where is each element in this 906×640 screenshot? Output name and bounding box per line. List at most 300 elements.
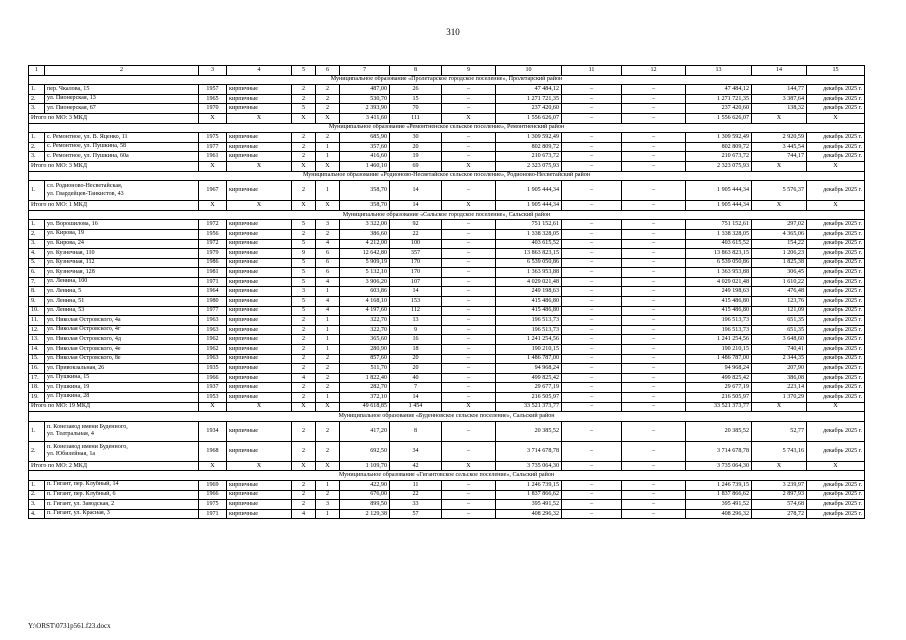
table-row — [29, 345, 865, 355]
address-line: ул. Театральная, 4 — [47, 431, 94, 438]
year-cell: 1966 — [199, 373, 227, 383]
subtotal-floors-cell: X — [292, 113, 316, 123]
year-cell: 1937 — [199, 383, 227, 393]
address-cell — [45, 500, 199, 510]
row-number-cell: 2. — [29, 229, 45, 239]
area-cell: 2 393,90 — [340, 104, 390, 114]
entrances-cell: 2 — [316, 104, 340, 114]
floors-cell: 2 — [292, 181, 316, 201]
subtotal-completion-date-cell: X — [807, 461, 865, 471]
entrances-cell: 1 — [316, 393, 340, 403]
year-cell: 1986 — [199, 258, 227, 268]
fund-cell: – — [442, 181, 496, 201]
owners-funds-cell: 1 246 739,15 — [686, 480, 752, 490]
wall-material-cell: кирпичные — [227, 287, 292, 297]
unit-cost-cell: 306,45 — [752, 268, 807, 278]
year-cell: 1979 — [199, 249, 227, 259]
subtotal-total-cost-cell: 2 323 075,93 — [496, 161, 562, 171]
subtotal-regional-budget-cell: – — [562, 113, 622, 123]
address-cell — [45, 142, 199, 152]
fund-cell: – — [442, 133, 496, 143]
regional-budget-cell: – — [562, 249, 622, 259]
address-cell — [45, 325, 199, 335]
local-budget-cell: – — [622, 133, 686, 143]
floors-cell: 2 — [292, 94, 316, 104]
year-cell: 1963 — [199, 316, 227, 326]
total-cost-cell: 29 677,19 — [496, 383, 562, 393]
subtotal-wall-material-cell: X — [227, 201, 292, 211]
completion-date-cell: декабрь 2025 г. — [807, 335, 865, 345]
subtotal-year-cell: X — [199, 161, 227, 171]
wall-material-cell: кирпичные — [227, 500, 292, 510]
row-number-cell: 3. — [29, 500, 45, 510]
owners-funds-cell: 249 198,63 — [686, 287, 752, 297]
area-cell: 12 642,80 — [340, 249, 390, 259]
regional-budget-cell: – — [562, 316, 622, 326]
total-cost-cell: 1 363 953,88 — [496, 268, 562, 278]
table-row — [29, 94, 865, 104]
column-number: 9 — [442, 66, 496, 76]
owners-funds-cell: 210 673,72 — [686, 152, 752, 162]
subtotal-residents-cell: 111 — [390, 113, 442, 123]
wall-material-cell: кирпичные — [227, 364, 292, 374]
local-budget-cell: – — [622, 354, 686, 364]
column-number: 12 — [622, 66, 686, 76]
wall-material-cell: кирпичные — [227, 335, 292, 345]
subtotal-residents-cell: 69 — [390, 161, 442, 171]
total-cost-cell: 1 241 254,56 — [496, 335, 562, 345]
address-line: ул. Ленина, 100 — [47, 278, 88, 285]
table-row — [29, 306, 865, 316]
row-number-cell: 13. — [29, 335, 45, 345]
row-number-cell: 2. — [29, 94, 45, 104]
row-number-cell: 4. — [29, 509, 45, 519]
address-line: ул. Привокзальная, 26 — [47, 364, 105, 371]
year-cell: 1953 — [199, 393, 227, 403]
unit-cost-cell: 3 648,60 — [752, 335, 807, 345]
subtotal-local-budget-cell: – — [622, 402, 686, 412]
floors-cell: 2 — [292, 393, 316, 403]
local-budget-cell: – — [622, 364, 686, 374]
wall-material-cell: кирпичные — [227, 249, 292, 259]
entrances-cell: 1 — [316, 325, 340, 335]
fund-cell: – — [442, 364, 496, 374]
floors-cell: 2 — [292, 316, 316, 326]
column-number: 11 — [562, 66, 622, 76]
subtotal-total-cost-cell: 1 905 444,34 — [496, 201, 562, 211]
municipality-title: Муниципальное образование «Родионово-Несветайское сельское поселение», Родионово-Несветайский район — [29, 171, 865, 181]
address-cell — [45, 220, 199, 230]
local-budget-cell: – — [622, 441, 686, 461]
local-budget-cell: – — [622, 500, 686, 510]
regional-budget-cell: – — [562, 297, 622, 307]
unit-cost-cell: 740,41 — [752, 345, 807, 355]
entrances-cell: 2 — [316, 383, 340, 393]
subtotal-label: Итого по МО: 2 МКД — [29, 461, 199, 471]
table-row — [29, 480, 865, 490]
area-cell: 2 129,38 — [340, 509, 390, 519]
subtotal-year-cell: X — [199, 402, 227, 412]
subtotal-entrances-cell: X — [316, 201, 340, 211]
wall-material-cell: кирпичные — [227, 316, 292, 326]
area-cell: 5 909,19 — [340, 258, 390, 268]
address-line: ул. Ленина, 53 — [47, 307, 85, 314]
subtotal-floors-cell: X — [292, 461, 316, 471]
area-cell: 603,86 — [340, 287, 390, 297]
subtotal-owners-funds-cell: 1 905 444,34 — [686, 201, 752, 211]
regional-budget-cell: – — [562, 268, 622, 278]
regional-budget-cell: – — [562, 104, 622, 114]
subtotal-owners-funds-cell: 33 521 373,77 — [686, 402, 752, 412]
local-budget-cell: – — [622, 393, 686, 403]
local-budget-cell: – — [622, 249, 686, 259]
address-line: п. Гигант, ул. Заводская, 2 — [47, 500, 115, 507]
entrances-cell: 1 — [316, 335, 340, 345]
address-line: ул. Кирова, 24 — [47, 239, 84, 246]
address-line: ул. Пионерская, 13 — [47, 95, 96, 102]
area-cell: 3 906,20 — [340, 277, 390, 287]
floors-cell: 5 — [292, 239, 316, 249]
residents-cell: 107 — [390, 277, 442, 287]
subtotal-unit-cost-cell: X — [752, 201, 807, 211]
total-cost-cell: 249 198,63 — [496, 287, 562, 297]
year-cell: 1966 — [199, 490, 227, 500]
address-line: ул. Николая Островского, 4е — [47, 345, 121, 352]
floors-cell: 4 — [292, 373, 316, 383]
unit-cost-cell: 3 387,64 — [752, 94, 807, 104]
address-cell — [45, 239, 199, 249]
local-budget-cell: – — [622, 268, 686, 278]
residents-cell: 8 — [390, 421, 442, 441]
owners-funds-cell: 196 513,73 — [686, 316, 752, 326]
year-cell: 1961 — [199, 152, 227, 162]
address-line: ул. Кузнечная, 112 — [47, 259, 95, 266]
local-budget-cell: – — [622, 421, 686, 441]
local-budget-cell: – — [622, 316, 686, 326]
unit-cost-cell: 207,90 — [752, 364, 807, 374]
floors-cell: 2 — [292, 85, 316, 95]
municipality-title: Муниципальное образование «Гигантовское сельское поселение», Сальский район — [29, 471, 865, 481]
owners-funds-cell: 1 837 866,62 — [686, 490, 752, 500]
row-number-cell: 1. — [29, 480, 45, 490]
address-line: ул. Кирова, 19 — [47, 230, 84, 237]
year-cell: 1981 — [199, 268, 227, 278]
table-row — [29, 364, 865, 374]
owners-funds-cell: 196 513,73 — [686, 325, 752, 335]
address-line: ул. Кузнечная, 110 — [47, 249, 95, 256]
regional-budget-cell: – — [562, 325, 622, 335]
entrances-cell: 1 — [316, 287, 340, 297]
owners-funds-cell: 751 152,61 — [686, 220, 752, 230]
address-cell — [45, 441, 199, 461]
wall-material-cell: кирпичные — [227, 142, 292, 152]
completion-date-cell: декабрь 2025 г. — [807, 354, 865, 364]
wall-material-cell: кирпичные — [227, 490, 292, 500]
year-cell: 1964 — [199, 287, 227, 297]
wall-material-cell: кирпичные — [227, 325, 292, 335]
subtotal-row — [29, 113, 865, 123]
row-number-cell: 3. — [29, 152, 45, 162]
table-row — [29, 258, 865, 268]
entrances-cell: 3 — [316, 220, 340, 230]
column-number: 1 — [29, 66, 45, 76]
total-cost-cell: 1 309 592,49 — [496, 133, 562, 143]
total-cost-cell: 1 905 444,34 — [496, 181, 562, 201]
municipality-header-row — [29, 171, 865, 181]
area-cell: 372,10 — [340, 393, 390, 403]
subtotal-year-cell: X — [199, 201, 227, 211]
fund-cell: – — [442, 229, 496, 239]
entrances-cell: 1 — [316, 480, 340, 490]
address-line: п. Гигант, ул. Красная, 3 — [47, 510, 110, 517]
floors-cell: 2 — [292, 421, 316, 441]
housing-repair-table — [28, 65, 865, 519]
regional-budget-cell: – — [562, 441, 622, 461]
subtotal-completion-date-cell: X — [807, 161, 865, 171]
municipality-title: Муниципальное образование «Буденновское сельское поселение», Сальский район — [29, 412, 865, 422]
year-cell: 1977 — [199, 142, 227, 152]
owners-funds-cell: 94 968,24 — [686, 364, 752, 374]
local-budget-cell: – — [622, 258, 686, 268]
address-cell — [45, 297, 199, 307]
owners-funds-cell: 415 486,80 — [686, 297, 752, 307]
row-number-cell: 11. — [29, 316, 45, 326]
year-cell: 1957 — [199, 85, 227, 95]
completion-date-cell: декабрь 2025 г. — [807, 480, 865, 490]
address-line: ул. Ленина, 51 — [47, 297, 85, 304]
owners-funds-cell: 3 714 678,78 — [686, 441, 752, 461]
owners-funds-cell: 408 296,32 — [686, 509, 752, 519]
completion-date-cell: декабрь 2025 г. — [807, 325, 865, 335]
subtotal-floors-cell: X — [292, 161, 316, 171]
area-cell: 358,70 — [340, 181, 390, 201]
owners-funds-cell: 216 505,97 — [686, 393, 752, 403]
area-cell: 1 822,40 — [340, 373, 390, 383]
table-row — [29, 383, 865, 393]
floors-cell: 2 — [292, 490, 316, 500]
subtotal-floors-cell: X — [292, 402, 316, 412]
entrances-cell: 2 — [316, 421, 340, 441]
completion-date-cell: декабрь 2025 г. — [807, 383, 865, 393]
total-cost-cell: 499 825,42 — [496, 373, 562, 383]
area-cell: 4 212,00 — [340, 239, 390, 249]
owners-funds-cell: 403 615,52 — [686, 239, 752, 249]
subtotal-completion-date-cell: X — [807, 201, 865, 211]
wall-material-cell: кирпичные — [227, 220, 292, 230]
unit-cost-cell: 5 576,37 — [752, 181, 807, 201]
completion-date-cell: декабрь 2025 г. — [807, 364, 865, 374]
completion-date-cell: декабрь 2025 г. — [807, 104, 865, 114]
completion-date-cell: декабрь 2025 г. — [807, 181, 865, 201]
subtotal-area-cell: 1 460,10 — [340, 161, 390, 171]
year-cell: 1972 — [199, 239, 227, 249]
completion-date-cell: декабрь 2025 г. — [807, 441, 865, 461]
residents-cell: 92 — [390, 220, 442, 230]
wall-material-cell: кирпичные — [227, 345, 292, 355]
subtotal-total-cost-cell: 33 521 373,77 — [496, 402, 562, 412]
fund-cell: – — [442, 325, 496, 335]
residents-cell: 14 — [390, 287, 442, 297]
completion-date-cell: декабрь 2025 г. — [807, 393, 865, 403]
subtotal-year-cell: X — [199, 113, 227, 123]
residents-cell: 57 — [390, 509, 442, 519]
fund-cell: – — [442, 345, 496, 355]
completion-date-cell: декабрь 2025 г. — [807, 268, 865, 278]
fund-cell: – — [442, 249, 496, 259]
owners-funds-cell: 1 363 953,88 — [686, 268, 752, 278]
address-cell — [45, 249, 199, 259]
owners-funds-cell: 1 241 254,56 — [686, 335, 752, 345]
area-cell: 416,60 — [340, 152, 390, 162]
address-cell — [45, 104, 199, 114]
regional-budget-cell: – — [562, 94, 622, 104]
owners-funds-cell: 1 905 444,34 — [686, 181, 752, 201]
floors-cell: 5 — [292, 104, 316, 114]
local-budget-cell: – — [622, 490, 686, 500]
regional-budget-cell: – — [562, 258, 622, 268]
subtotal-row — [29, 402, 865, 412]
entrances-cell: 1 — [316, 181, 340, 201]
subtotal-label: Итого по МО: 19 МКД — [29, 402, 199, 412]
completion-date-cell: декабрь 2025 г. — [807, 249, 865, 259]
unit-cost-cell: 278,72 — [752, 509, 807, 519]
address-cell — [45, 268, 199, 278]
fund-cell: – — [442, 509, 496, 519]
entrances-cell: 2 — [316, 364, 340, 374]
subtotal-residents-cell: 14 — [390, 201, 442, 211]
address-cell — [45, 364, 199, 374]
table-row — [29, 229, 865, 239]
residents-cell: 9 — [390, 325, 442, 335]
total-cost-cell: 1 338 328,05 — [496, 229, 562, 239]
municipality-header-row — [29, 471, 865, 481]
local-budget-cell: – — [622, 509, 686, 519]
address-line: с. Ремонтное, ул. Пушкина, 58 — [47, 143, 127, 150]
regional-budget-cell: – — [562, 142, 622, 152]
subtotal-local-budget-cell: – — [622, 113, 686, 123]
floors-cell: 9 — [292, 249, 316, 259]
wall-material-cell: кирпичные — [227, 133, 292, 143]
address-line: ул. Пионерская, 67 — [47, 104, 96, 111]
regional-budget-cell: – — [562, 133, 622, 143]
unit-cost-cell: 574,68 — [752, 500, 807, 510]
total-cost-cell: 395 491,52 — [496, 500, 562, 510]
regional-budget-cell: – — [562, 277, 622, 287]
residents-cell: 20 — [390, 354, 442, 364]
owners-funds-cell: 6 539 050,86 — [686, 258, 752, 268]
table-row — [29, 268, 865, 278]
unit-cost-cell: 154,22 — [752, 239, 807, 249]
subtotal-label: Итого по МО: 3 МКД — [29, 161, 199, 171]
regional-budget-cell: – — [562, 480, 622, 490]
entrances-cell: 4 — [316, 277, 340, 287]
total-cost-cell: 751 152,61 — [496, 220, 562, 230]
area-cell: 280,90 — [340, 345, 390, 355]
area-cell: 676,00 — [340, 490, 390, 500]
total-cost-cell: 3 714 678,78 — [496, 441, 562, 461]
table-row — [29, 393, 865, 403]
column-number: 5 — [292, 66, 316, 76]
fund-cell: – — [442, 258, 496, 268]
unit-cost-cell: 52,77 — [752, 421, 807, 441]
address-cell — [45, 277, 199, 287]
total-cost-cell: 210 673,72 — [496, 152, 562, 162]
local-budget-cell: – — [622, 306, 686, 316]
subtotal-unit-cost-cell: X — [752, 113, 807, 123]
entrances-cell: 4 — [316, 239, 340, 249]
year-cell: 1962 — [199, 335, 227, 345]
subtotal-unit-cost-cell: X — [752, 461, 807, 471]
unit-cost-cell: 744,17 — [752, 152, 807, 162]
wall-material-cell: кирпичные — [227, 480, 292, 490]
row-number-cell: 9. — [29, 297, 45, 307]
residents-cell: 14 — [390, 393, 442, 403]
row-number-cell: 2. — [29, 441, 45, 461]
address-cell — [45, 306, 199, 316]
address-line: с. Ремонтное, ул. Пушкина, 60а — [47, 152, 129, 159]
completion-date-cell: декабрь 2025 г. — [807, 152, 865, 162]
completion-date-cell: декабрь 2025 г. — [807, 287, 865, 297]
unit-cost-cell: 3 445,54 — [752, 142, 807, 152]
wall-material-cell: кирпичные — [227, 94, 292, 104]
residents-cell: 153 — [390, 297, 442, 307]
regional-budget-cell: – — [562, 364, 622, 374]
total-cost-cell: 1 486 787,00 — [496, 354, 562, 364]
local-budget-cell: – — [622, 383, 686, 393]
owners-funds-cell: 802 809,72 — [686, 142, 752, 152]
regional-budget-cell: – — [562, 490, 622, 500]
subtotal-regional-budget-cell: – — [562, 161, 622, 171]
subtotal-area-cell: 3 411,60 — [340, 113, 390, 123]
address-line: ул. Пушкина, 15 — [47, 374, 90, 381]
municipality-header-row — [29, 210, 865, 220]
regional-budget-cell: – — [562, 287, 622, 297]
fund-cell: – — [442, 220, 496, 230]
address-line: п. Конезавод имени Буденного, — [47, 443, 128, 450]
subtotal-entrances-cell: X — [316, 113, 340, 123]
wall-material-cell: кирпичные — [227, 229, 292, 239]
entrances-cell: 1 — [316, 142, 340, 152]
column-number: 8 — [390, 66, 442, 76]
fund-cell: – — [442, 421, 496, 441]
unit-cost-cell: 1 206,23 — [752, 249, 807, 259]
table-row — [29, 490, 865, 500]
row-number-cell: 12. — [29, 325, 45, 335]
table-row — [29, 104, 865, 114]
area-cell: 357,60 — [340, 142, 390, 152]
address-line: ул. Ворошилова, 16 — [47, 220, 98, 227]
owners-funds-cell: 29 677,19 — [686, 383, 752, 393]
floors-cell: 2 — [292, 364, 316, 374]
entrances-cell: 2 — [316, 94, 340, 104]
subtotal-total-cost-cell: 3 735 064,30 — [496, 461, 562, 471]
subtotal-completion-date-cell: X — [807, 113, 865, 123]
area-cell: 685,90 — [340, 133, 390, 143]
floors-cell: 5 — [292, 268, 316, 278]
address-line: ул. Кузнечная, 128 — [47, 268, 95, 275]
subtotal-entrances-cell: X — [316, 402, 340, 412]
row-number-cell: 1. — [29, 181, 45, 201]
regional-budget-cell: – — [562, 229, 622, 239]
regional-budget-cell: – — [562, 393, 622, 403]
row-number-cell: 2. — [29, 490, 45, 500]
year-cell: 1963 — [199, 354, 227, 364]
owners-funds-cell: 47 484,12 — [686, 85, 752, 95]
address-line: сл. Родионово-Несветайская, — [47, 183, 123, 190]
address-cell — [45, 480, 199, 490]
fund-cell: – — [442, 441, 496, 461]
address-cell — [45, 345, 199, 355]
